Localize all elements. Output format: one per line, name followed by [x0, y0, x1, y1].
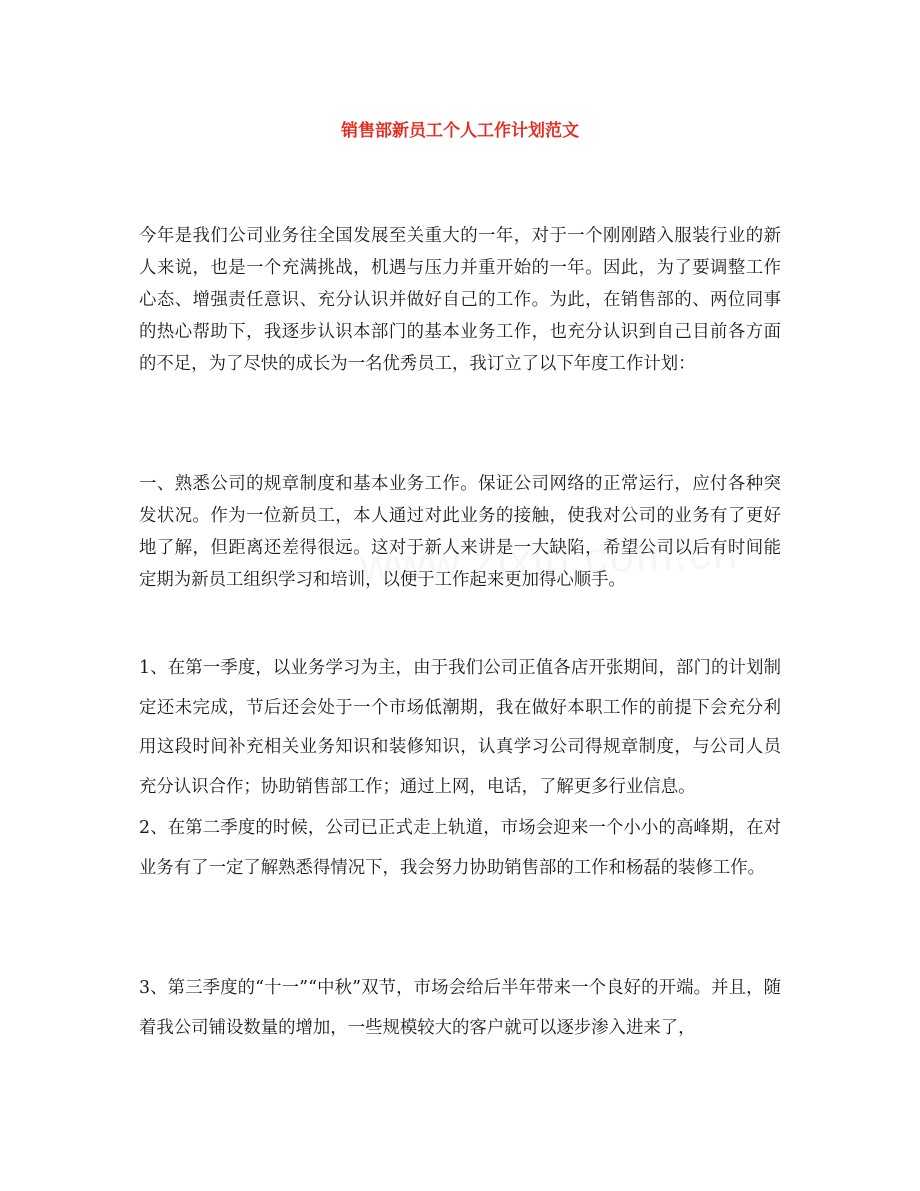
intro-paragraph: 今年是我们公司业务往全国发展至关重大的一年，对于一个刚刚踏入服装行业的新人来说，也是一个充满挑战，机遇与压力并重开始的一年。因此，为了要调整工作心态、增强责任意识、充分认识并做好自己的工作。为此，在销售部的、两位同事的热心帮助下，我逐步认识本部门的基本业务工作，也充分认识到自己目前各方面的不足，为了尽快的成长为一名优秀员工，我订立了以下年度工作计划：: [139, 226, 781, 374]
item-1-paragraph: 1、在第一季度，以业务学习为主，由于我们公司正值各店开张期间，部门的计划制定还未完成，节后还会处于一个市场低潮期，我在做好本职工作的前提下会充分利用这段时间补充相关业务知识和装修知识，认真学习公司得规章制度，与公司人员充分认识合作；协助销售部工作；通过上网，电话，了解更多行业信息。: [139, 658, 781, 797]
item-3-paragraph: 3、第三季度的“十一”“中秋”双节，市场会给后半年带来一个良好的开端。并且，随着我公司铺设数量的增加，一些规模较大的客户就可以逐步渗入进来了，: [139, 978, 781, 1038]
document-title: 销售部新员工个人工作计划范文: [341, 121, 579, 141]
item-2-paragraph: 2、在第二季度的时候，公司已正式走上轨道，市场会迎来一个小小的高峰期，在对业务有了一定了解熟悉得情况下，我会努力协助销售部的工作和杨磊的装修工作。: [139, 818, 781, 878]
section-one-paragraph: 一、熟悉公司的规章制度和基本业务工作。保证公司网络的正常运行，应付各种突发状况。作为一位新员工，本人通过对此业务的接触，使我对公司的业务有了更好地了解，但距离还差得很远。这对于新人来讲是一大缺陷，希望公司以后有时间能定期为新员工组织学习和培训，以便于工作起来更加得心顺手。: [139, 474, 781, 590]
